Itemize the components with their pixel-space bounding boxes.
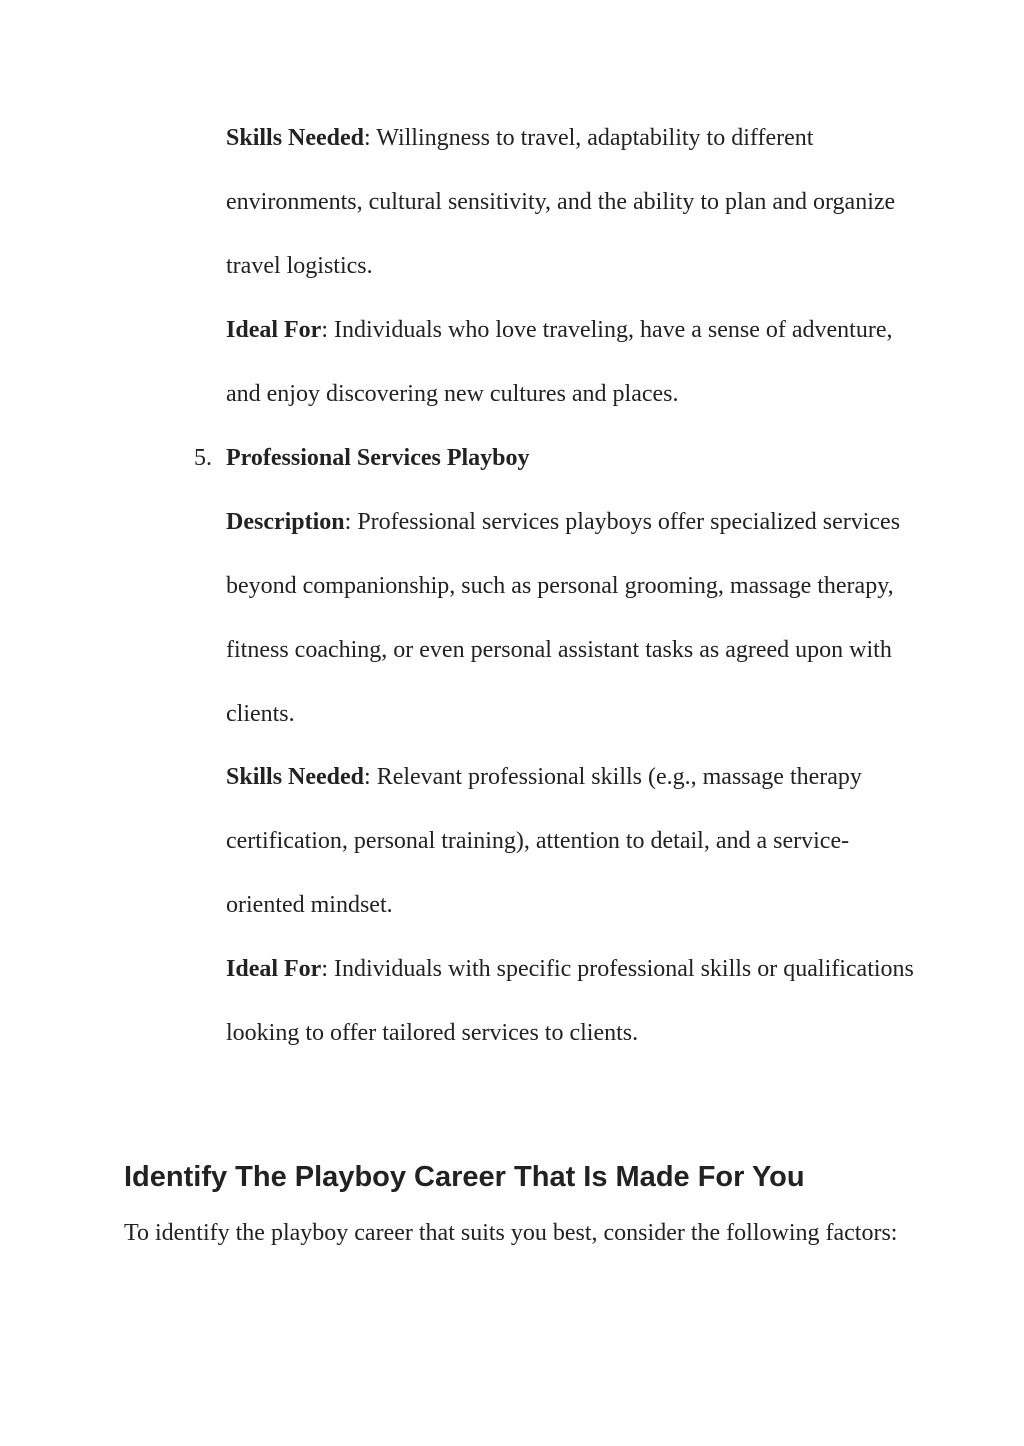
skills-needed-label: Skills Needed: [226, 125, 365, 151]
skills-needed-text: : Willingness to travel, adaptability to different environments, cultural sensitivity, and the ability to plan and organize travel logistics.: [226, 125, 896, 279]
ideal-for-paragraph-2: [226, 937, 916, 1065]
ideal-for-label-2: Ideal For: [226, 956, 322, 982]
list-item-number: 5.: [194, 445, 212, 471]
section-heading: Identify The Playboy Career That Is Made For You: [124, 1161, 805, 1193]
skills-needed-paragraph-2: [226, 745, 916, 937]
ideal-for-label: Ideal For: [226, 317, 322, 343]
list-item-title: [226, 426, 916, 490]
ideal-for-paragraph: [226, 298, 916, 426]
ideal-for-text-2: : Individuals with specific professional skills or qualifications looking to offer tailored services to clients.: [226, 956, 914, 1046]
description-label: Description: [226, 509, 345, 535]
skills-needed-paragraph: [226, 106, 916, 298]
description-text: : Professional services playboys offer specialized services beyond companionship, such as personal grooming, massage therapy, fitness coaching, or even personal assistant tasks as agreed upon with clients.: [226, 509, 901, 727]
description-paragraph: [226, 490, 916, 746]
skills-needed-text-2: : Relevant professional skills (e.g., massage therapy certification, personal training), attention to detail, and a service-oriented mindset.: [226, 764, 862, 918]
ideal-for-text: : Individuals who love traveling, have a sense of adventure, and enjoy discovering new cultures and places.: [226, 317, 893, 407]
skills-needed-label-2: Skills Needed: [226, 764, 365, 790]
section-intro-paragraph: To identify the playboy career that suits you best, consider the following factors:: [124, 1220, 898, 1246]
item-title-text: Professional Services Playboy: [226, 445, 530, 471]
